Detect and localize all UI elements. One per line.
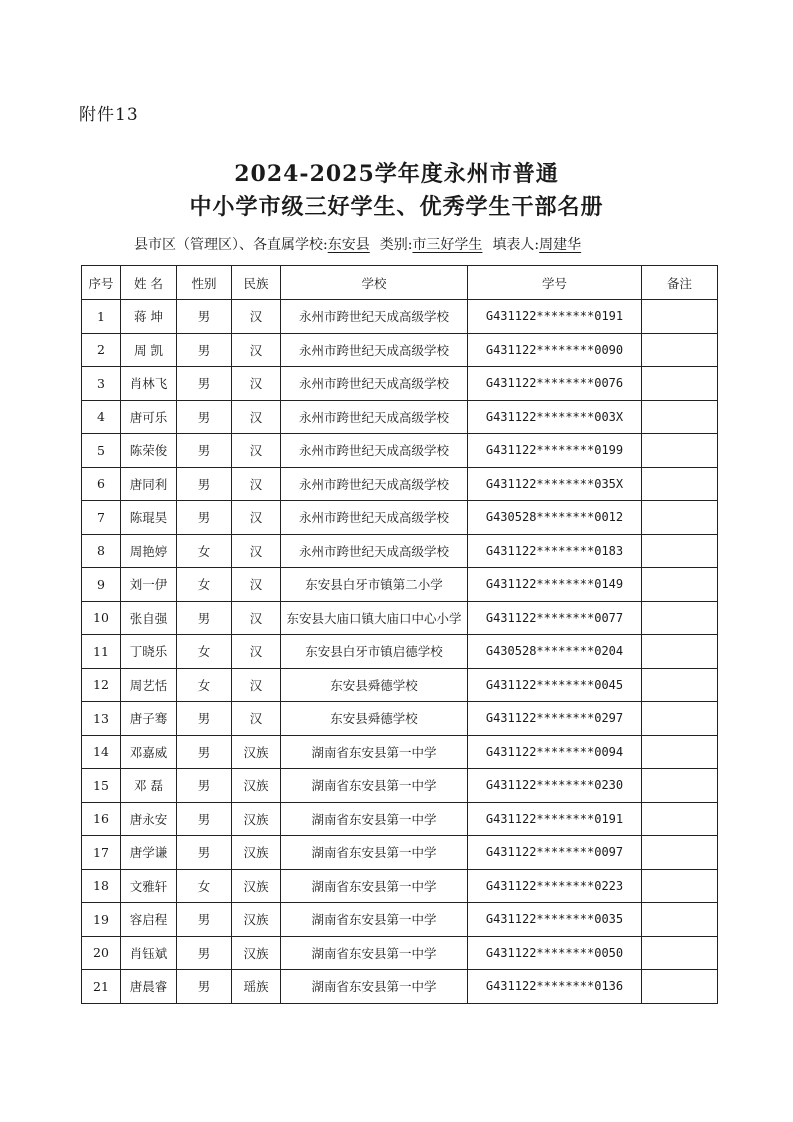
cell-school: 东安县白牙市镇第二小学 (281, 568, 468, 602)
cell-index: 13 (82, 702, 121, 736)
cell-index: 15 (82, 769, 121, 803)
cell-school: 永州市跨世纪天成高级学校 (281, 434, 468, 468)
table-row (82, 300, 718, 334)
cell-ethnicity: 汉 (232, 601, 281, 635)
table-row (82, 434, 718, 468)
cell-student-id: G431122********0223 (468, 869, 642, 903)
cell-index: 17 (82, 836, 121, 870)
cell-name: 肖钰斌 (121, 936, 177, 970)
cell-gender: 男 (177, 802, 232, 836)
cell-gender: 男 (177, 434, 232, 468)
cell-student-id: G431122********0094 (468, 735, 642, 769)
cell-student-id: G431122********0191 (468, 300, 642, 334)
table-row (82, 568, 718, 602)
cell-remarks (642, 434, 718, 468)
cell-ethnicity: 汉 (232, 668, 281, 702)
header-name: 姓 名 (121, 266, 177, 300)
cell-ethnicity: 汉 (232, 501, 281, 535)
cell-school: 东安县舜德学校 (281, 702, 468, 736)
cell-student-id: G431122********0077 (468, 601, 642, 635)
header-ethnicity: 民族 (232, 266, 281, 300)
cell-index: 12 (82, 668, 121, 702)
cell-name: 蒋 坤 (121, 300, 177, 334)
cell-gender: 男 (177, 467, 232, 501)
cell-ethnicity: 汉 (232, 467, 281, 501)
table-row (82, 400, 718, 434)
cell-index: 6 (82, 467, 121, 501)
meta-category: 市三好学生 (412, 237, 483, 253)
cell-student-id: G431122********0076 (468, 367, 642, 401)
table-row (82, 668, 718, 702)
cell-student-id: G431122********0230 (468, 769, 642, 803)
cell-ethnicity: 汉 (232, 367, 281, 401)
table-header-row (82, 266, 718, 300)
table-row (82, 802, 718, 836)
header-index: 序号 (82, 266, 121, 300)
cell-student-id: G431122********0199 (468, 434, 642, 468)
table-row (82, 970, 718, 1004)
cell-remarks (642, 668, 718, 702)
cell-remarks (642, 702, 718, 736)
cell-remarks (642, 300, 718, 334)
cell-student-id: G431122********0136 (468, 970, 642, 1004)
cell-remarks (642, 970, 718, 1004)
cell-index: 18 (82, 869, 121, 903)
cell-name: 陈荣俊 (121, 434, 177, 468)
meta-county: 东安县 (327, 237, 370, 253)
table-row (82, 903, 718, 937)
cell-student-id: G431122********0149 (468, 568, 642, 602)
cell-name: 唐学谦 (121, 836, 177, 870)
cell-remarks (642, 869, 718, 903)
form-meta-line (134, 234, 581, 254)
table-row (82, 869, 718, 903)
cell-school: 永州市跨世纪天成高级学校 (281, 300, 468, 334)
cell-gender: 男 (177, 601, 232, 635)
cell-remarks (642, 769, 718, 803)
cell-ethnicity: 汉族 (232, 903, 281, 937)
cell-student-id: G431122********0191 (468, 802, 642, 836)
document-title-line-2: 中小学市级三好学生、优秀学生干部名册 (189, 194, 604, 220)
header-school: 学校 (281, 266, 468, 300)
table-row (82, 769, 718, 803)
cell-ethnicity: 汉 (232, 333, 281, 367)
cell-name: 唐永安 (121, 802, 177, 836)
cell-ethnicity: 汉 (232, 635, 281, 669)
cell-student-id: G431122********0297 (468, 702, 642, 736)
cell-ethnicity: 汉 (232, 434, 281, 468)
cell-ethnicity: 汉族 (232, 936, 281, 970)
cell-ethnicity: 汉族 (232, 802, 281, 836)
cell-name: 邓 磊 (121, 769, 177, 803)
cell-ethnicity: 汉 (232, 702, 281, 736)
cell-remarks (642, 936, 718, 970)
cell-school: 东安县白牙市镇启德学校 (281, 635, 468, 669)
table-row (82, 735, 718, 769)
table-row (82, 501, 718, 535)
cell-gender: 男 (177, 936, 232, 970)
cell-gender: 女 (177, 534, 232, 568)
attachment-label: 附件13 (79, 105, 139, 125)
cell-gender: 男 (177, 501, 232, 535)
cell-gender: 男 (177, 333, 232, 367)
header-student-id: 学号 (468, 266, 642, 300)
cell-index: 19 (82, 903, 121, 937)
cell-remarks (642, 333, 718, 367)
table-row (82, 601, 718, 635)
cell-ethnicity: 汉 (232, 534, 281, 568)
cell-school: 东安县舜德学校 (281, 668, 468, 702)
cell-remarks (642, 735, 718, 769)
cell-remarks (642, 400, 718, 434)
cell-gender: 女 (177, 668, 232, 702)
meta-prefix: 县市区（管理区）、各直属学校: (134, 237, 328, 253)
cell-school: 湖南省东安县第一中学 (281, 869, 468, 903)
cell-index: 7 (82, 501, 121, 535)
cell-gender: 男 (177, 970, 232, 1004)
header-remarks: 备注 (642, 266, 718, 300)
cell-index: 2 (82, 333, 121, 367)
cell-name: 唐晨睿 (121, 970, 177, 1004)
cell-index: 11 (82, 635, 121, 669)
cell-index: 16 (82, 802, 121, 836)
cell-student-id: G431122********0090 (468, 333, 642, 367)
meta-category-label: 类别: (379, 237, 413, 253)
table-row (82, 936, 718, 970)
cell-gender: 男 (177, 769, 232, 803)
cell-gender: 女 (177, 635, 232, 669)
cell-name: 肖林飞 (121, 367, 177, 401)
cell-gender: 男 (177, 735, 232, 769)
cell-gender: 女 (177, 568, 232, 602)
cell-name: 周艳婷 (121, 534, 177, 568)
cell-gender: 男 (177, 836, 232, 870)
cell-student-id: G430528********0012 (468, 501, 642, 535)
cell-index: 1 (82, 300, 121, 334)
cell-index: 20 (82, 936, 121, 970)
cell-gender: 女 (177, 869, 232, 903)
cell-ethnicity: 汉族 (232, 836, 281, 870)
cell-gender: 男 (177, 300, 232, 334)
cell-student-id: G430528********0204 (468, 635, 642, 669)
cell-name: 刘一伊 (121, 568, 177, 602)
cell-remarks (642, 836, 718, 870)
cell-name: 张自强 (121, 601, 177, 635)
cell-ethnicity: 汉族 (232, 869, 281, 903)
cell-index: 9 (82, 568, 121, 602)
cell-school: 永州市跨世纪天成高级学校 (281, 367, 468, 401)
cell-index: 5 (82, 434, 121, 468)
cell-remarks (642, 802, 718, 836)
header-gender: 性别 (177, 266, 232, 300)
cell-remarks (642, 601, 718, 635)
cell-ethnicity: 瑶族 (232, 970, 281, 1004)
cell-school: 永州市跨世纪天成高级学校 (281, 534, 468, 568)
cell-school: 永州市跨世纪天成高级学校 (281, 501, 468, 535)
table-row (82, 333, 718, 367)
cell-name: 容启程 (121, 903, 177, 937)
cell-name: 周艺恬 (121, 668, 177, 702)
cell-index: 14 (82, 735, 121, 769)
cell-ethnicity: 汉 (232, 400, 281, 434)
cell-student-id: G431122********035X (468, 467, 642, 501)
cell-name: 唐同利 (121, 467, 177, 501)
table-row (82, 467, 718, 501)
cell-school: 湖南省东安县第一中学 (281, 802, 468, 836)
cell-ethnicity: 汉族 (232, 769, 281, 803)
table-row (82, 836, 718, 870)
cell-ethnicity: 汉族 (232, 735, 281, 769)
cell-student-id: G431122********0097 (468, 836, 642, 870)
student-roster-table (81, 265, 718, 1004)
cell-school: 永州市跨世纪天成高级学校 (281, 333, 468, 367)
cell-remarks (642, 635, 718, 669)
cell-remarks (642, 903, 718, 937)
cell-gender: 男 (177, 400, 232, 434)
cell-student-id: G431122********0045 (468, 668, 642, 702)
cell-name: 邓嘉威 (121, 735, 177, 769)
cell-remarks (642, 367, 718, 401)
cell-remarks (642, 467, 718, 501)
cell-student-id: G431122********0183 (468, 534, 642, 568)
cell-name: 丁晓乐 (121, 635, 177, 669)
cell-index: 8 (82, 534, 121, 568)
table-row (82, 534, 718, 568)
cell-name: 唐子骞 (121, 702, 177, 736)
cell-school: 湖南省东安县第一中学 (281, 836, 468, 870)
cell-school: 湖南省东安县第一中学 (281, 936, 468, 970)
cell-remarks (642, 534, 718, 568)
cell-index: 3 (82, 367, 121, 401)
document-title-line-1: 2024-2025学年度永州市普通 (234, 161, 559, 187)
cell-name: 周 凯 (121, 333, 177, 367)
cell-school: 永州市跨世纪天成高级学校 (281, 400, 468, 434)
table-row (82, 367, 718, 401)
cell-remarks (642, 568, 718, 602)
cell-name: 唐可乐 (121, 400, 177, 434)
cell-gender: 男 (177, 702, 232, 736)
cell-school: 湖南省东安县第一中学 (281, 735, 468, 769)
cell-remarks (642, 501, 718, 535)
table-row (82, 635, 718, 669)
cell-school: 湖南省东安县第一中学 (281, 903, 468, 937)
cell-student-id: G431122********003X (468, 400, 642, 434)
table-row (82, 702, 718, 736)
cell-ethnicity: 汉 (232, 568, 281, 602)
cell-index: 21 (82, 970, 121, 1004)
meta-filler-label: 填表人: (492, 237, 540, 253)
cell-student-id: G431122********0050 (468, 936, 642, 970)
meta-filler: 周建华 (539, 237, 582, 253)
cell-index: 10 (82, 601, 121, 635)
cell-name: 陈琨昊 (121, 501, 177, 535)
cell-index: 4 (82, 400, 121, 434)
cell-school: 湖南省东安县第一中学 (281, 970, 468, 1004)
cell-ethnicity: 汉 (232, 300, 281, 334)
cell-gender: 男 (177, 367, 232, 401)
cell-student-id: G431122********0035 (468, 903, 642, 937)
cell-school: 东安县大庙口镇大庙口中心小学 (281, 601, 468, 635)
cell-gender: 男 (177, 903, 232, 937)
cell-school: 湖南省东安县第一中学 (281, 769, 468, 803)
cell-school: 永州市跨世纪天成高级学校 (281, 467, 468, 501)
cell-name: 文雅轩 (121, 869, 177, 903)
